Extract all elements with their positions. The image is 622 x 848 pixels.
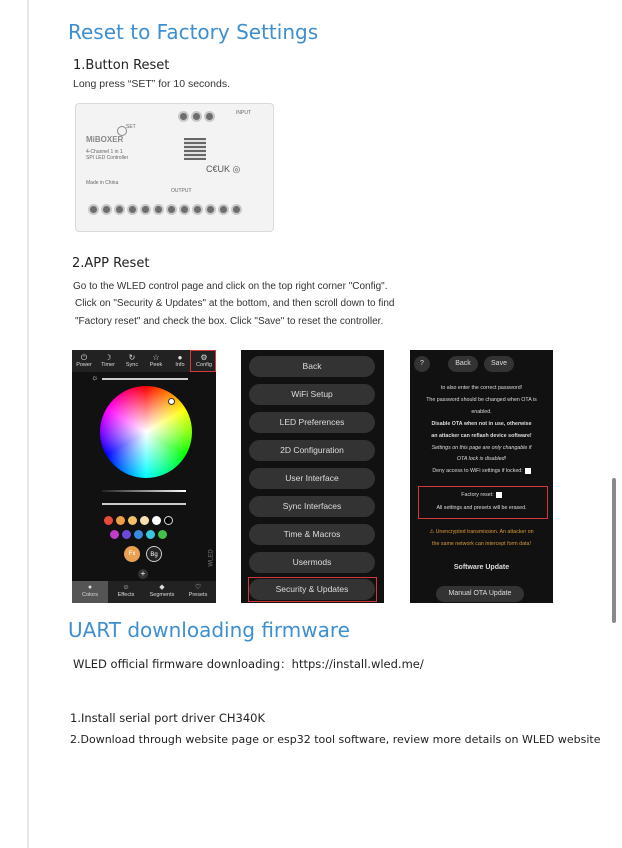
color-picker-handle[interactable]: [168, 398, 175, 405]
page-left-rule: [27, 0, 29, 848]
moon-icon: ☽: [104, 353, 112, 362]
controller-device-image: [75, 103, 274, 232]
white-slider[interactable]: [102, 503, 186, 505]
brand-label: MiBOXER: [86, 135, 124, 144]
value-slider[interactable]: [102, 490, 186, 492]
menu-wifi-setup[interactable]: WiFi Setup: [249, 384, 375, 405]
config-highlight-box: [190, 350, 216, 372]
nav-info[interactable]: [168, 350, 192, 372]
tab-colors[interactable]: [72, 581, 108, 603]
qr-code: [184, 138, 206, 160]
model-line1: 4-Channel 1 in 1: [86, 149, 123, 155]
nav-config-label: Config: [196, 362, 212, 368]
factory-reset-checkbox[interactable]: [496, 492, 502, 498]
swatch-magenta[interactable]: [110, 530, 119, 539]
tab-segments-label: Segments: [149, 592, 175, 598]
help-button[interactable]: ?: [414, 356, 430, 372]
factory-reset-title: Reset to Factory Settings: [68, 20, 319, 44]
menu-back[interactable]: Back: [249, 356, 375, 377]
made-in-label: Made in China: [86, 180, 119, 186]
swatch-blue[interactable]: [134, 530, 143, 539]
button-reset-heading: 1.Button Reset: [73, 58, 170, 73]
text-line6: Settings on this page are only changable if: [431, 445, 532, 451]
menu-sync-interfaces[interactable]: Sync Interfaces: [249, 496, 375, 517]
segments-icon: ◆: [159, 584, 165, 591]
wifi-lock-checkbox[interactable]: [525, 468, 531, 474]
scrollbar[interactable]: [612, 478, 616, 623]
text-line5: an attacker can reflash device software!: [431, 433, 532, 439]
nav-power[interactable]: [72, 350, 96, 372]
menu-2d-configuration[interactable]: 2D Configuration: [249, 440, 375, 461]
software-update-heading: Software Update: [453, 564, 510, 571]
input-label: INPUT: [236, 110, 251, 116]
swatch-white[interactable]: [152, 516, 161, 525]
nav-peek-label: Peek: [149, 362, 163, 368]
wled-bottom-tabs: [72, 581, 216, 603]
swatch-red[interactable]: [104, 516, 113, 525]
factory-reset-label: Factory reset:: [461, 492, 494, 498]
warning-line2: the same network can intercept form data!: [432, 541, 531, 547]
factory-reset-row: [410, 491, 553, 500]
effects-icon: ☺: [122, 584, 130, 591]
warning-line1: ⚠ Unencrypted transmission. An attacker on: [429, 529, 534, 535]
swatch-warm[interactable]: [140, 516, 149, 525]
wifi-lock-row: [410, 467, 553, 476]
save-button[interactable]: Save: [484, 356, 514, 372]
menu-usermods[interactable]: Usermods: [249, 552, 375, 573]
power-icon: ⏻: [80, 353, 88, 362]
sync-icon: ↻: [128, 353, 136, 362]
text-line4: Disable OTA when not in use, otherwise: [431, 421, 532, 427]
nav-power-label: Power: [76, 362, 92, 368]
swatch-amber[interactable]: [128, 516, 137, 525]
official-firmware-link[interactable]: https://install.wled.me/: [291, 657, 424, 671]
palette-icon: ●: [87, 584, 93, 591]
quick-color-row2: [110, 530, 167, 539]
add-icon[interactable]: +: [138, 569, 148, 579]
nav-timer[interactable]: [96, 350, 120, 372]
nav-peek[interactable]: [144, 350, 168, 372]
screenshot-wled-security: [410, 350, 553, 603]
text-line1: to also enter the correct password!: [440, 385, 523, 391]
swatch-black[interactable]: [164, 516, 173, 525]
wifi-lock-label: Deny access to WiFi settings if locked:: [432, 468, 523, 474]
swatch-orange[interactable]: [116, 516, 125, 525]
swatch-cyan[interactable]: [146, 530, 155, 539]
text-line2: The password should be changed when OTA is: [426, 397, 537, 403]
fx-button[interactable]: Fx: [124, 546, 140, 562]
official-firmware-line: [73, 656, 424, 672]
back-button[interactable]: Back: [448, 356, 478, 372]
screenshot-wled-colors: [72, 350, 216, 603]
bg-button[interactable]: Bg: [146, 546, 162, 562]
nav-sync-label: Sync: [125, 362, 139, 368]
security-highlight-box: [248, 577, 377, 602]
tab-presets[interactable]: [180, 581, 216, 603]
tab-presets-label: Presets: [188, 592, 208, 598]
nav-info-label: Info: [175, 362, 185, 368]
menu-user-interface[interactable]: User Interface: [249, 468, 375, 489]
model-line2: SPI LED Controller: [86, 155, 129, 161]
nav-sync[interactable]: [120, 350, 144, 372]
gear-icon: ⚙: [200, 353, 208, 362]
color-wheel[interactable]: [100, 386, 192, 478]
wled-side-label: WLED: [208, 549, 215, 567]
menu-time-macros[interactable]: Time & Macros: [249, 524, 375, 545]
brightness-slider[interactable]: [102, 378, 188, 380]
tab-effects[interactable]: [108, 581, 144, 603]
cert-marks: C€UK ◎: [206, 164, 241, 174]
uart-title: UART downloading firmware: [68, 618, 350, 642]
text-line7: OTA lock is disabled!: [456, 456, 507, 462]
output-terminals: [88, 204, 242, 215]
app-reset-line1: Go to the WLED control page and click on the top right corner "Config".: [73, 281, 388, 292]
info-icon: ●: [177, 353, 183, 362]
manual-ota-button[interactable]: Manual OTA Update: [436, 586, 524, 602]
app-reset-line2: Click on "Security & Updates" at the bottom, and then scroll down to find: [75, 298, 395, 309]
nav-timer-label: Timer: [101, 362, 115, 368]
menu-led-preferences[interactable]: LED Preferences: [249, 412, 375, 433]
step2-text: 2.Download through website page or esp32 tool software, review more details on WLED website: [70, 733, 601, 746]
brightness-icon: ☼: [91, 373, 99, 382]
step1-text: 1.Install serial port driver CH340K: [70, 711, 266, 725]
screenshot-wled-config-menu: [241, 350, 384, 603]
star-icon: ☆: [152, 353, 160, 362]
erase-note: All settings and presets will be erased.: [436, 505, 527, 511]
input-terminals: [178, 111, 215, 122]
text-line3: enabled.: [471, 409, 492, 415]
set-label: SET: [126, 124, 136, 130]
quick-color-row1: [104, 516, 173, 525]
official-firmware-label: WLED official firmware downloading：: [73, 657, 292, 671]
heart-icon: ♡: [194, 584, 202, 591]
swatch-green[interactable]: [158, 530, 167, 539]
app-reset-line3: "Factory reset" and check the box. Click "Save" to reset the controller.: [75, 316, 384, 327]
output-label: OUTPUT: [171, 188, 192, 194]
tab-effects-label: Effects: [117, 592, 135, 598]
tab-segments[interactable]: [144, 581, 180, 603]
tab-colors-label: Colors: [82, 592, 98, 598]
button-reset-text: Long press “SET” for 10 seconds.: [73, 78, 230, 90]
menu-security-updates[interactable]: Security & Updates: [249, 579, 375, 600]
app-reset-heading: 2.APP Reset: [72, 256, 150, 271]
swatch-purple[interactable]: [122, 530, 131, 539]
